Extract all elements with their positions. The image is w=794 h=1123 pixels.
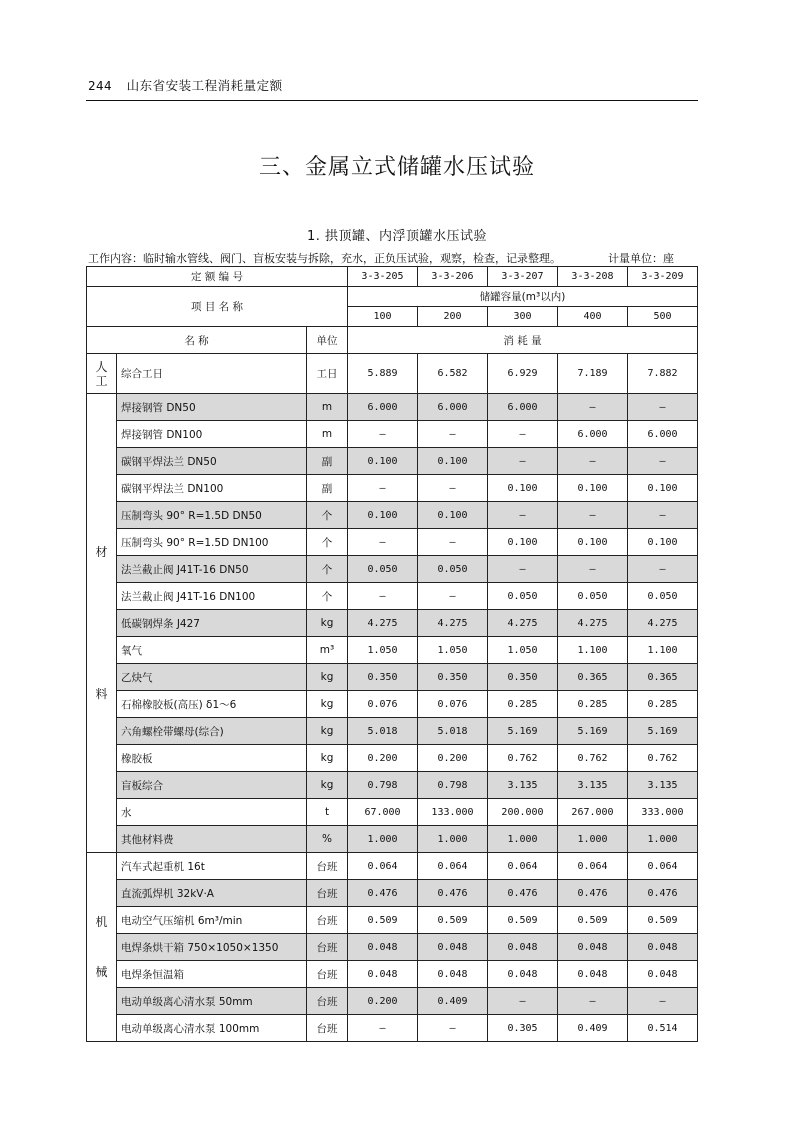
consumption-value: — [418, 475, 488, 502]
item-unit: 个 [307, 529, 348, 556]
category-char: 人 [95, 359, 108, 374]
item-name: 六角螺栓带螺母(综合) [117, 718, 307, 745]
category-char: 材 [95, 545, 108, 559]
item-unit: kg [307, 745, 348, 772]
consumption-value: 1.100 [558, 637, 628, 664]
consumption-value: — [628, 502, 698, 529]
consumption-value: 200.000 [488, 799, 558, 826]
consumption-value: 0.050 [488, 583, 558, 610]
consumption-value: 6.000 [488, 394, 558, 421]
item-name: 碳钢平焊法兰 DN100 [117, 475, 307, 502]
item-unit: 个 [307, 583, 348, 610]
item-name: 电动单级离心清水泵 50mm [117, 988, 307, 1015]
item-unit: 台班 [307, 907, 348, 934]
consumption-value: — [348, 475, 418, 502]
consumption-value: 0.100 [558, 529, 628, 556]
consumption-value: 1.000 [628, 826, 698, 853]
consumption-value: — [348, 583, 418, 610]
table-row [87, 421, 698, 448]
consumption-value: 3.135 [558, 772, 628, 799]
consumption-value: 267.000 [558, 799, 628, 826]
consumption-value: 0.285 [628, 691, 698, 718]
table-row [87, 583, 698, 610]
item-unit: 台班 [307, 934, 348, 961]
item-unit: 台班 [307, 988, 348, 1015]
consumption-value: 0.476 [628, 880, 698, 907]
capacity-label: 储罐容量(m³以内) [348, 287, 698, 307]
subsection-title: 1. 拱顶罐、内浮顶罐水压试验 [306, 229, 488, 244]
item-name: 法兰截止阀 J41T-16 DN50 [117, 556, 307, 583]
consumption-value: 4.275 [628, 610, 698, 637]
consumption-value: 6.000 [628, 421, 698, 448]
consumption-value: 1.000 [488, 826, 558, 853]
consumption-value: 1.050 [348, 637, 418, 664]
table-row [87, 934, 698, 961]
item-name: 乙炔气 [117, 664, 307, 691]
consumption-value: 0.048 [488, 961, 558, 988]
item-unit: t [307, 799, 348, 826]
table-row [87, 354, 698, 394]
consumption-value: 0.048 [418, 934, 488, 961]
consumption-value: 6.929 [488, 354, 558, 394]
item-name: 法兰截止阀 J41T-16 DN100 [117, 583, 307, 610]
item-unit: 个 [307, 502, 348, 529]
consumption-value: 0.350 [348, 664, 418, 691]
consumption-value: 0.048 [558, 961, 628, 988]
consumption-value: 133.000 [418, 799, 488, 826]
consumption-value: 4.275 [488, 610, 558, 637]
consumption-value: 0.509 [628, 907, 698, 934]
consumption-value: — [558, 988, 628, 1015]
consumption-value: 5.169 [488, 718, 558, 745]
consumption-value: 0.100 [558, 475, 628, 502]
consumption-header: 消 耗 量 [348, 327, 698, 354]
consumption-value: — [348, 421, 418, 448]
consumption-value: — [488, 448, 558, 475]
item-unit: m³ [307, 637, 348, 664]
table-row [87, 880, 698, 907]
consumption-value: — [488, 421, 558, 448]
table-row [87, 394, 698, 421]
column-header-row [87, 327, 698, 354]
consumption-value: 0.050 [348, 556, 418, 583]
consumption-value: 0.476 [418, 880, 488, 907]
table-row [87, 637, 698, 664]
name-column-header: 名 称 [87, 327, 307, 354]
consumption-value: 0.048 [488, 934, 558, 961]
consumption-value: 0.509 [418, 907, 488, 934]
consumption-value: — [558, 502, 628, 529]
item-name: 石棉橡胶板(高压) δ1～6 [117, 691, 307, 718]
consumption-value: 7.189 [558, 354, 628, 394]
item-name: 汽车式起重机 16t [117, 853, 307, 880]
consumption-value: 0.514 [628, 1015, 698, 1042]
consumption-value: 7.882 [628, 354, 698, 394]
machine-category-cell [87, 853, 117, 1042]
capacity-label-row [87, 287, 698, 307]
quota-no-label: 定 额 编 号 [87, 267, 348, 287]
consumption-value: 6.000 [348, 394, 418, 421]
item-unit: kg [307, 664, 348, 691]
consumption-value: 6.000 [558, 421, 628, 448]
consumption-value: — [348, 529, 418, 556]
quota-code: 3-3-207 [488, 267, 558, 287]
consumption-value: 5.889 [348, 354, 418, 394]
table-row [87, 718, 698, 745]
measurement-unit: 计量单位：座 [608, 252, 674, 265]
item-name: 电动单级离心清水泵 100mm [117, 1015, 307, 1042]
consumption-value: 3.135 [628, 772, 698, 799]
consumption-value: 0.798 [418, 772, 488, 799]
consumption-value: 0.285 [488, 691, 558, 718]
consumption-value: 0.285 [558, 691, 628, 718]
consumption-value: 0.100 [418, 448, 488, 475]
consumption-value: 5.018 [348, 718, 418, 745]
item-unit: kg [307, 610, 348, 637]
consumption-value: 0.100 [488, 475, 558, 502]
header-rule [86, 100, 698, 101]
item-name: 压制弯头 90° R=1.5D DN50 [117, 502, 307, 529]
item-unit: 台班 [307, 853, 348, 880]
work-content-line [88, 250, 728, 266]
consumption-value: — [558, 394, 628, 421]
item-unit: kg [307, 718, 348, 745]
table-row [87, 799, 698, 826]
consumption-value: 0.476 [348, 880, 418, 907]
item-unit: 工日 [307, 354, 348, 394]
consumption-value: 0.064 [488, 853, 558, 880]
consumption-value: — [628, 448, 698, 475]
consumption-value: — [628, 556, 698, 583]
item-unit: m [307, 421, 348, 448]
consumption-value: — [488, 556, 558, 583]
category-char: 工 [95, 373, 108, 388]
consumption-value: 0.200 [418, 745, 488, 772]
consumption-value: 0.100 [628, 529, 698, 556]
consumption-value: — [628, 394, 698, 421]
consumption-value: — [418, 1015, 488, 1042]
table-row [87, 529, 698, 556]
item-name: 碳钢平焊法兰 DN50 [117, 448, 307, 475]
consumption-value: 0.064 [348, 853, 418, 880]
consumption-value: 0.064 [628, 853, 698, 880]
consumption-value: 1.050 [418, 637, 488, 664]
consumption-value: 0.064 [558, 853, 628, 880]
capacity-value: 300 [488, 307, 558, 327]
item-name: 水 [117, 799, 307, 826]
consumption-value: 0.048 [348, 934, 418, 961]
consumption-value: 4.275 [418, 610, 488, 637]
consumption-value: 0.048 [628, 961, 698, 988]
capacity-value: 400 [558, 307, 628, 327]
consumption-value: 0.409 [558, 1015, 628, 1042]
item-unit: 副 [307, 448, 348, 475]
consumption-value: 0.048 [418, 961, 488, 988]
section-title: 三、金属立式储罐水压试验 [258, 155, 535, 180]
table-row [87, 664, 698, 691]
consumption-value: 0.064 [418, 853, 488, 880]
unit-column-header: 单位 [307, 327, 348, 354]
consumption-value: 0.798 [348, 772, 418, 799]
consumption-value: 4.275 [348, 610, 418, 637]
consumption-value: 6.582 [418, 354, 488, 394]
consumption-value: 0.100 [488, 529, 558, 556]
item-unit: 台班 [307, 1015, 348, 1042]
table-row [87, 961, 698, 988]
running-header [88, 76, 283, 94]
item-name: 盲板综合 [117, 772, 307, 799]
consumption-value: 0.050 [628, 583, 698, 610]
table-row [87, 745, 698, 772]
item-unit: 台班 [307, 961, 348, 988]
consumption-value: 0.476 [488, 880, 558, 907]
consumption-value: 1.050 [488, 637, 558, 664]
item-unit: 副 [307, 475, 348, 502]
consumption-value: — [628, 988, 698, 1015]
consumption-value: 0.048 [628, 934, 698, 961]
item-name: 直流弧焊机 32kV·A [117, 880, 307, 907]
item-name: 低碳钢焊条 J427 [117, 610, 307, 637]
quota-code: 3-3-209 [628, 267, 698, 287]
book-title: 山东省安装工程消耗量定额 [126, 78, 283, 93]
consumption-value: 0.365 [558, 664, 628, 691]
consumption-value: 0.050 [418, 556, 488, 583]
category-char: 料 [95, 687, 108, 701]
table-row [87, 691, 698, 718]
item-name: 综合工日 [117, 354, 307, 394]
quota-code: 3-3-208 [558, 267, 628, 287]
consumption-value: 0.200 [348, 988, 418, 1015]
capacity-value: 100 [348, 307, 418, 327]
consumption-value: 333.000 [628, 799, 698, 826]
quota-code: 3-3-206 [418, 267, 488, 287]
capacity-value: 500 [628, 307, 698, 327]
table-row [87, 988, 698, 1015]
consumption-value: 5.018 [418, 718, 488, 745]
consumption-value: 3.135 [488, 772, 558, 799]
consumption-value: 0.048 [348, 961, 418, 988]
consumption-value: 0.509 [558, 907, 628, 934]
consumption-value: 5.169 [628, 718, 698, 745]
item-unit: kg [307, 691, 348, 718]
table-row [87, 502, 698, 529]
consumption-value: — [558, 448, 628, 475]
table-row [87, 556, 698, 583]
quota-table [86, 266, 698, 1042]
item-name: 焊接钢管 DN100 [117, 421, 307, 448]
consumption-value: 0.100 [418, 502, 488, 529]
consumption-value: 4.275 [558, 610, 628, 637]
consumption-value: 0.350 [418, 664, 488, 691]
item-unit: m [307, 394, 348, 421]
consumption-value: 1.000 [348, 826, 418, 853]
item-name: 电动空气压缩机 6m³/min [117, 907, 307, 934]
consumption-value: 0.050 [558, 583, 628, 610]
table-row [87, 610, 698, 637]
consumption-value: 0.350 [488, 664, 558, 691]
table-row [87, 772, 698, 799]
item-name: 电焊条烘干箱 750×1050×1350 [117, 934, 307, 961]
consumption-value: 6.000 [418, 394, 488, 421]
consumption-value: 0.365 [628, 664, 698, 691]
work-content: 工作内容：临时输水管线、阀门、盲板安装与拆除，充水，正负压试验，观察，检查，记录整理。 [88, 252, 561, 265]
table-row [87, 907, 698, 934]
consumption-value: 0.100 [348, 502, 418, 529]
consumption-value: 1.000 [558, 826, 628, 853]
consumption-value: 0.762 [488, 745, 558, 772]
item-name: 焊接钢管 DN50 [117, 394, 307, 421]
consumption-value: 0.509 [488, 907, 558, 934]
consumption-value: — [558, 556, 628, 583]
labor-category-cell [87, 354, 117, 394]
consumption-value: 0.409 [418, 988, 488, 1015]
item-unit: % [307, 826, 348, 853]
material-category-cell [87, 394, 117, 853]
item-unit: 个 [307, 556, 348, 583]
consumption-value: 0.476 [558, 880, 628, 907]
consumption-value: 0.200 [348, 745, 418, 772]
item-name: 其他材料费 [117, 826, 307, 853]
consumption-value: 0.762 [558, 745, 628, 772]
consumption-value: 0.100 [348, 448, 418, 475]
item-name-label: 项 目 名 称 [87, 287, 348, 327]
table-row [87, 826, 698, 853]
consumption-value: — [488, 988, 558, 1015]
consumption-value: 0.305 [488, 1015, 558, 1042]
category-char: 械 [95, 965, 108, 979]
item-unit: 台班 [307, 880, 348, 907]
page-number: 244 [88, 78, 113, 93]
item-unit: kg [307, 772, 348, 799]
table-row [87, 1015, 698, 1042]
consumption-value: 67.000 [348, 799, 418, 826]
consumption-value: 1.100 [628, 637, 698, 664]
consumption-value: 0.509 [348, 907, 418, 934]
consumption-value: 0.762 [628, 745, 698, 772]
consumption-value: 1.000 [418, 826, 488, 853]
quota-code-row [87, 267, 698, 287]
consumption-value: — [348, 1015, 418, 1042]
table-row [87, 475, 698, 502]
consumption-value: 0.076 [418, 691, 488, 718]
item-name: 氧气 [117, 637, 307, 664]
consumption-value: — [418, 529, 488, 556]
item-name: 电焊条恒温箱 [117, 961, 307, 988]
consumption-value: 0.100 [628, 475, 698, 502]
category-char: 机 [95, 915, 108, 929]
table-row [87, 853, 698, 880]
consumption-value: — [418, 421, 488, 448]
consumption-value: 5.169 [558, 718, 628, 745]
quota-code: 3-3-205 [348, 267, 418, 287]
consumption-value: — [488, 502, 558, 529]
consumption-value: 0.048 [558, 934, 628, 961]
item-name: 橡胶板 [117, 745, 307, 772]
consumption-value: 0.076 [348, 691, 418, 718]
consumption-value: — [418, 583, 488, 610]
table-row [87, 448, 698, 475]
capacity-value: 200 [418, 307, 488, 327]
item-name: 压制弯头 90° R=1.5D DN100 [117, 529, 307, 556]
